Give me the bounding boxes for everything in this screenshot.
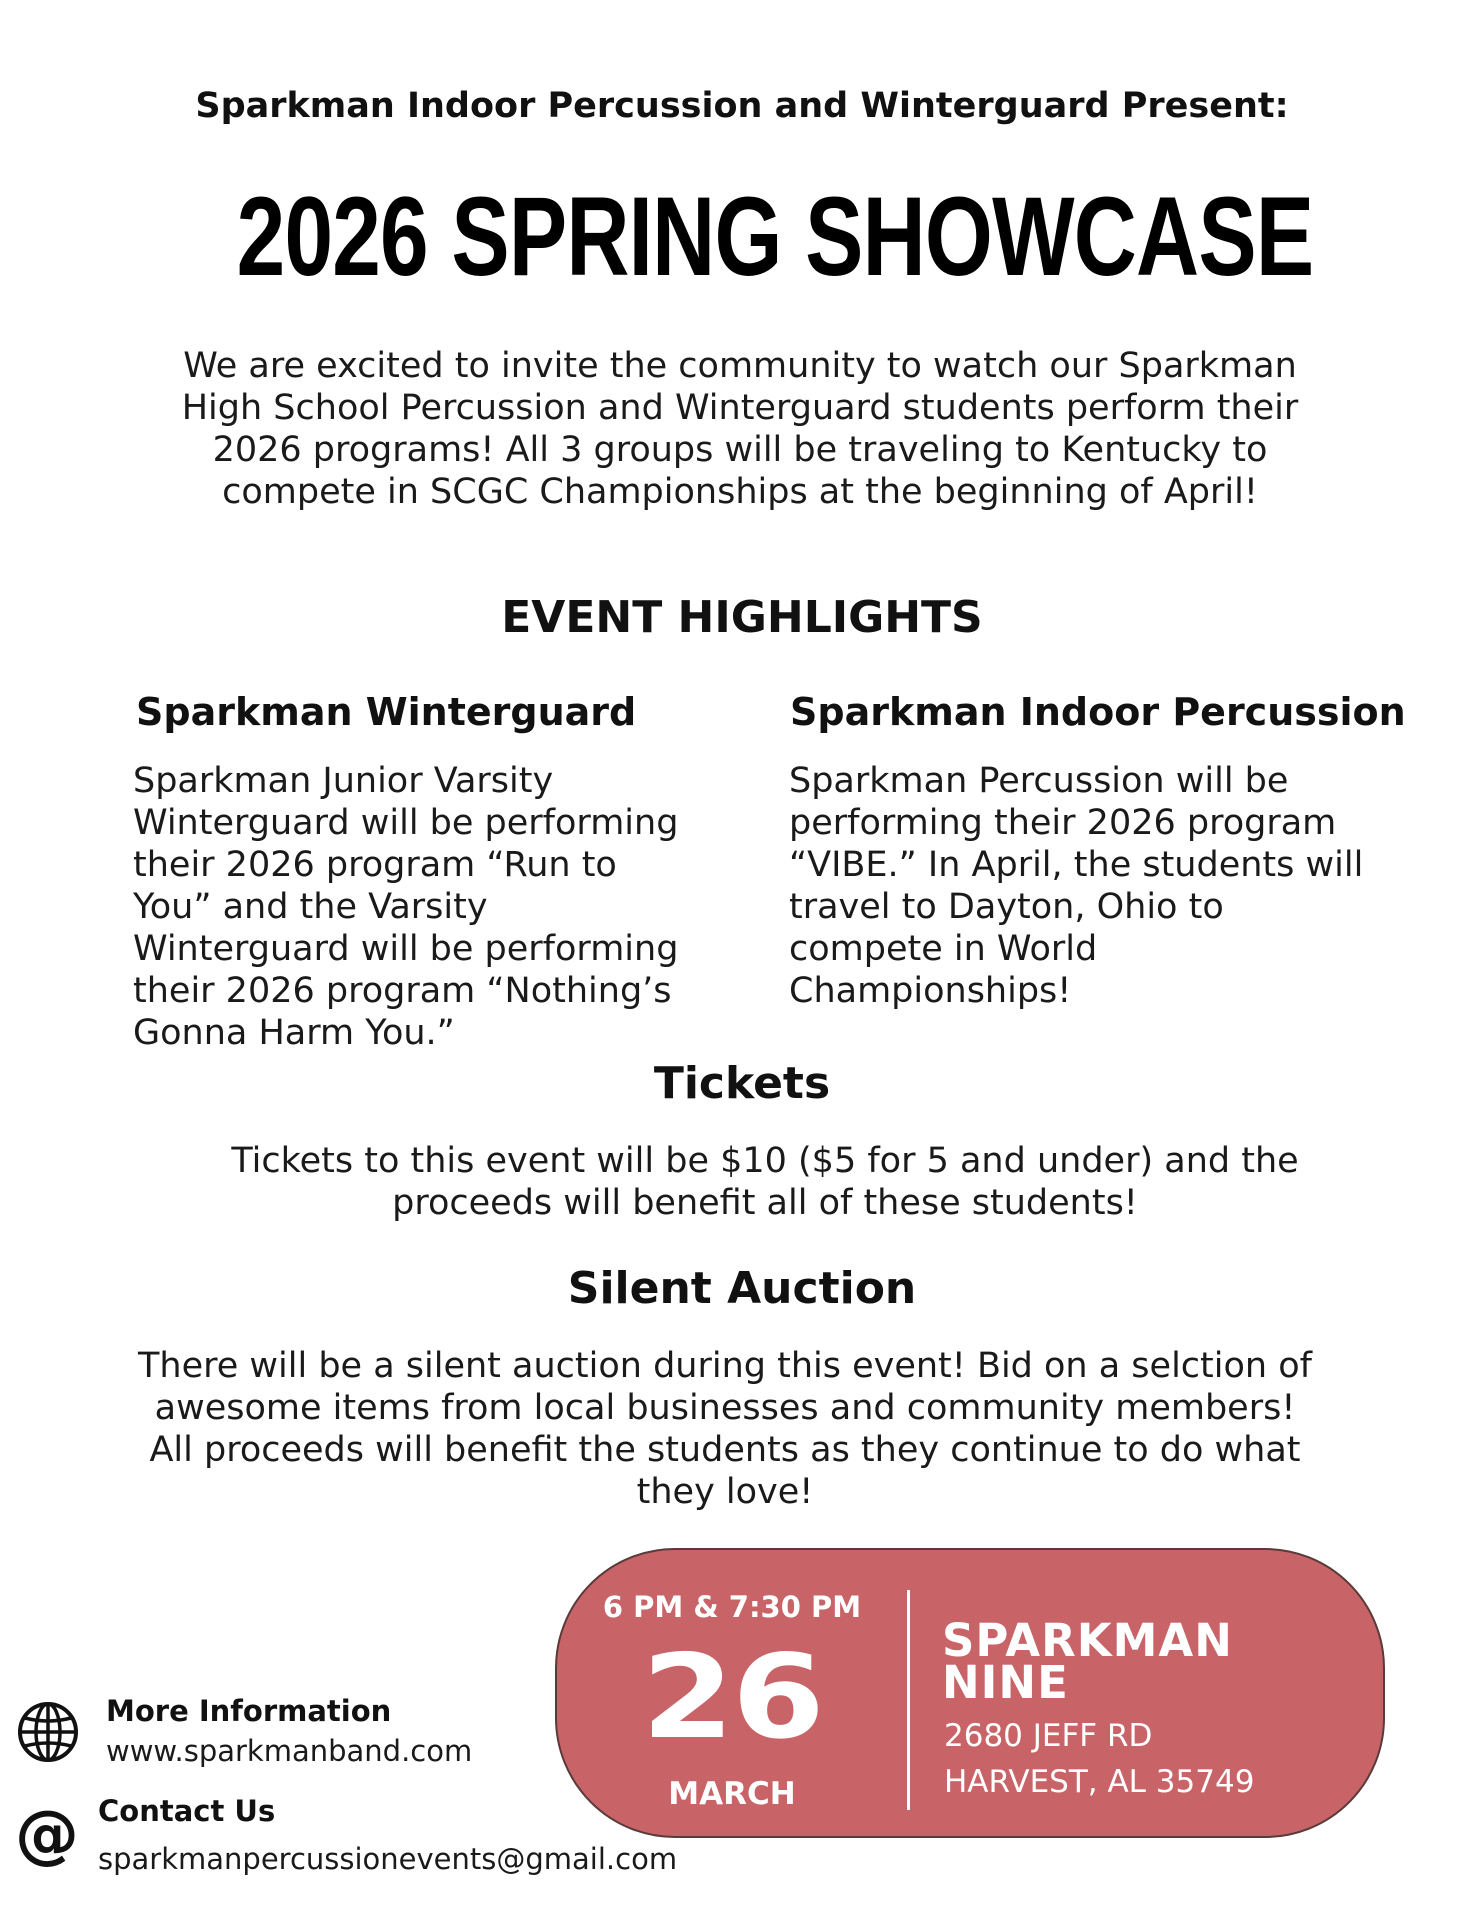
venue-name-line: NINE [942, 1656, 1069, 1709]
at-sign-icon [12, 1800, 82, 1870]
event-month: MARCH [668, 1776, 796, 1812]
intro-line: compete in SCGC Championships at the beginning of April! [222, 472, 1258, 512]
winterguard-line: You” and the Varsity [133, 887, 488, 927]
website-link[interactable]: www.sparkmanband.com [106, 1734, 473, 1768]
percussion-line: Sparkman Percussion will be [789, 761, 1289, 801]
globe-icon [16, 1700, 80, 1764]
svg-text:@: @ [15, 1800, 79, 1870]
tickets-line: proceeds will benefit all of these students! [392, 1183, 1138, 1223]
auction-paragraph [110, 1345, 1340, 1513]
tickets-heading: Tickets [653, 1058, 831, 1109]
auction-line: All proceeds will benefit the students as they continue to do what [149, 1430, 1301, 1470]
event-times: 6 PM & 7:30 PM [602, 1590, 862, 1624]
event-day: 26 [641, 1630, 823, 1765]
winterguard-line: Winterguard will be performing [133, 803, 679, 843]
venue-name [942, 1614, 1362, 1709]
winterguard-heading: Sparkman Winterguard [136, 690, 637, 734]
percussion-line: Championships! [789, 971, 1072, 1011]
tickets-line: Tickets to this event will be $10 ($5 for 5 and under) and the [231, 1141, 1299, 1181]
page-title: 2026 SPRING SHOWCASE [236, 174, 1314, 299]
percussion-heading: Sparkman Indoor Percussion [790, 690, 1406, 734]
winterguard-line: their 2026 program “Nothing’s [133, 971, 672, 1011]
intro-line: High School Percussion and Winterguard students perform their [181, 388, 1299, 428]
event-date-card [555, 1548, 1385, 1838]
auction-line: they love! [636, 1472, 814, 1512]
email-link[interactable]: sparkmanpercussionevents@gmail.com [98, 1842, 678, 1876]
intro-line: We are excited to invite the community to watch our Sparkman [183, 346, 1297, 386]
presenter-line: Sparkman Indoor Percussion and Winterguard Present: [195, 86, 1289, 126]
venue-street: 2680 JEFF RD [944, 1718, 1153, 1754]
tickets-paragraph [180, 1140, 1350, 1224]
intro-paragraph [130, 345, 1350, 513]
winterguard-description [133, 760, 693, 1054]
winterguard-line: Gonna Harm You.” [133, 1013, 455, 1053]
more-information-label: More Information [106, 1694, 392, 1728]
auction-line: There will be a silent auction during this event! Bid on a selction of [138, 1346, 1312, 1386]
percussion-line: “VIBE.” In April, the students will [789, 845, 1364, 885]
winterguard-line: Winterguard will be performing [133, 929, 679, 969]
auction-line: awesome items from local businesses and community members! [154, 1388, 1296, 1428]
percussion-description [789, 760, 1369, 1012]
winterguard-line: Sparkman Junior Varsity [133, 761, 554, 801]
card-divider [907, 1590, 910, 1810]
venue-name-line: SPARKMAN [942, 1614, 1233, 1667]
silent-auction-heading: Silent Auction [567, 1263, 917, 1314]
percussion-line: performing their 2026 program [789, 803, 1337, 843]
venue-city: HARVEST, AL 35749 [944, 1764, 1255, 1800]
percussion-line: compete in World [789, 929, 1098, 969]
intro-line: 2026 programs! All 3 groups will be traveling to Kentucky to [212, 430, 1268, 470]
contact-us-label: Contact Us [98, 1794, 276, 1828]
winterguard-line: their 2026 program “Run to [133, 845, 617, 885]
event-highlights-heading: EVENT HIGHLIGHTS [501, 592, 983, 643]
percussion-line: travel to Dayton, Ohio to [789, 887, 1224, 927]
